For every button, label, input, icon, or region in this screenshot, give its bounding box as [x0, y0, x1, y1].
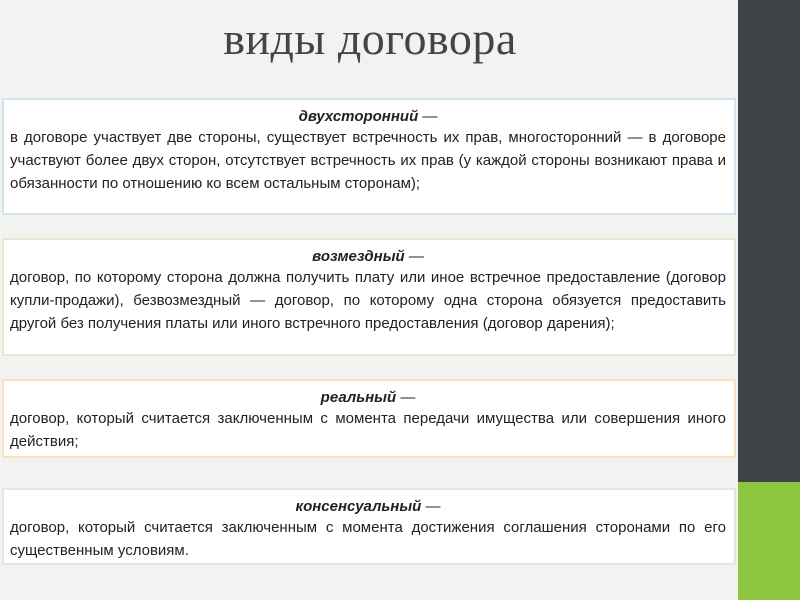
contract-type-card-paid: [2, 238, 736, 356]
card-heading-term: возмездный: [312, 248, 405, 265]
card-heading-dash: —: [396, 389, 416, 406]
card-body: договор, который считается заключенным с момента достижения соглашения сторонами по его существенным условиям.: [10, 519, 726, 559]
card-heading: [10, 389, 726, 407]
contract-type-card-consensual: [2, 488, 736, 565]
contract-type-card-bilateral: [2, 98, 736, 215]
card-heading-dash: —: [418, 108, 438, 125]
card-body: договор, который считается заключенным с момента передачи имущества или совершения иного действия;: [10, 410, 726, 450]
side-band-accent: [738, 482, 800, 600]
card-heading-term: консенсуальный: [295, 498, 422, 515]
card-heading: [10, 498, 726, 516]
card-body: договор, по которому сторона должна получить плату или иное встречное предоставление (договор купли-продажи), безвозмездный — договор, по которому одна сторона обязуется предоставить другой без получения платы или иного встречного предоставления (договор дарения);: [10, 269, 726, 332]
contract-type-card-real: [2, 379, 736, 458]
card-heading-term: реальный: [320, 389, 397, 406]
card-heading: [10, 248, 726, 266]
card-heading-dash: —: [421, 498, 441, 515]
card-heading: [10, 108, 726, 126]
slide-title: виды договора: [223, 13, 517, 64]
card-heading-term: двухсторонний: [298, 108, 419, 125]
card-body: в договоре участвует две стороны, существует встречность их прав, многосторонний — в договоре участвуют более двух сторон, отсутствует встречность их прав (у каждой стороны возникают права и обязанности по отношению ко всем остальным сторонам);: [10, 129, 726, 192]
card-heading-dash: —: [404, 248, 424, 265]
